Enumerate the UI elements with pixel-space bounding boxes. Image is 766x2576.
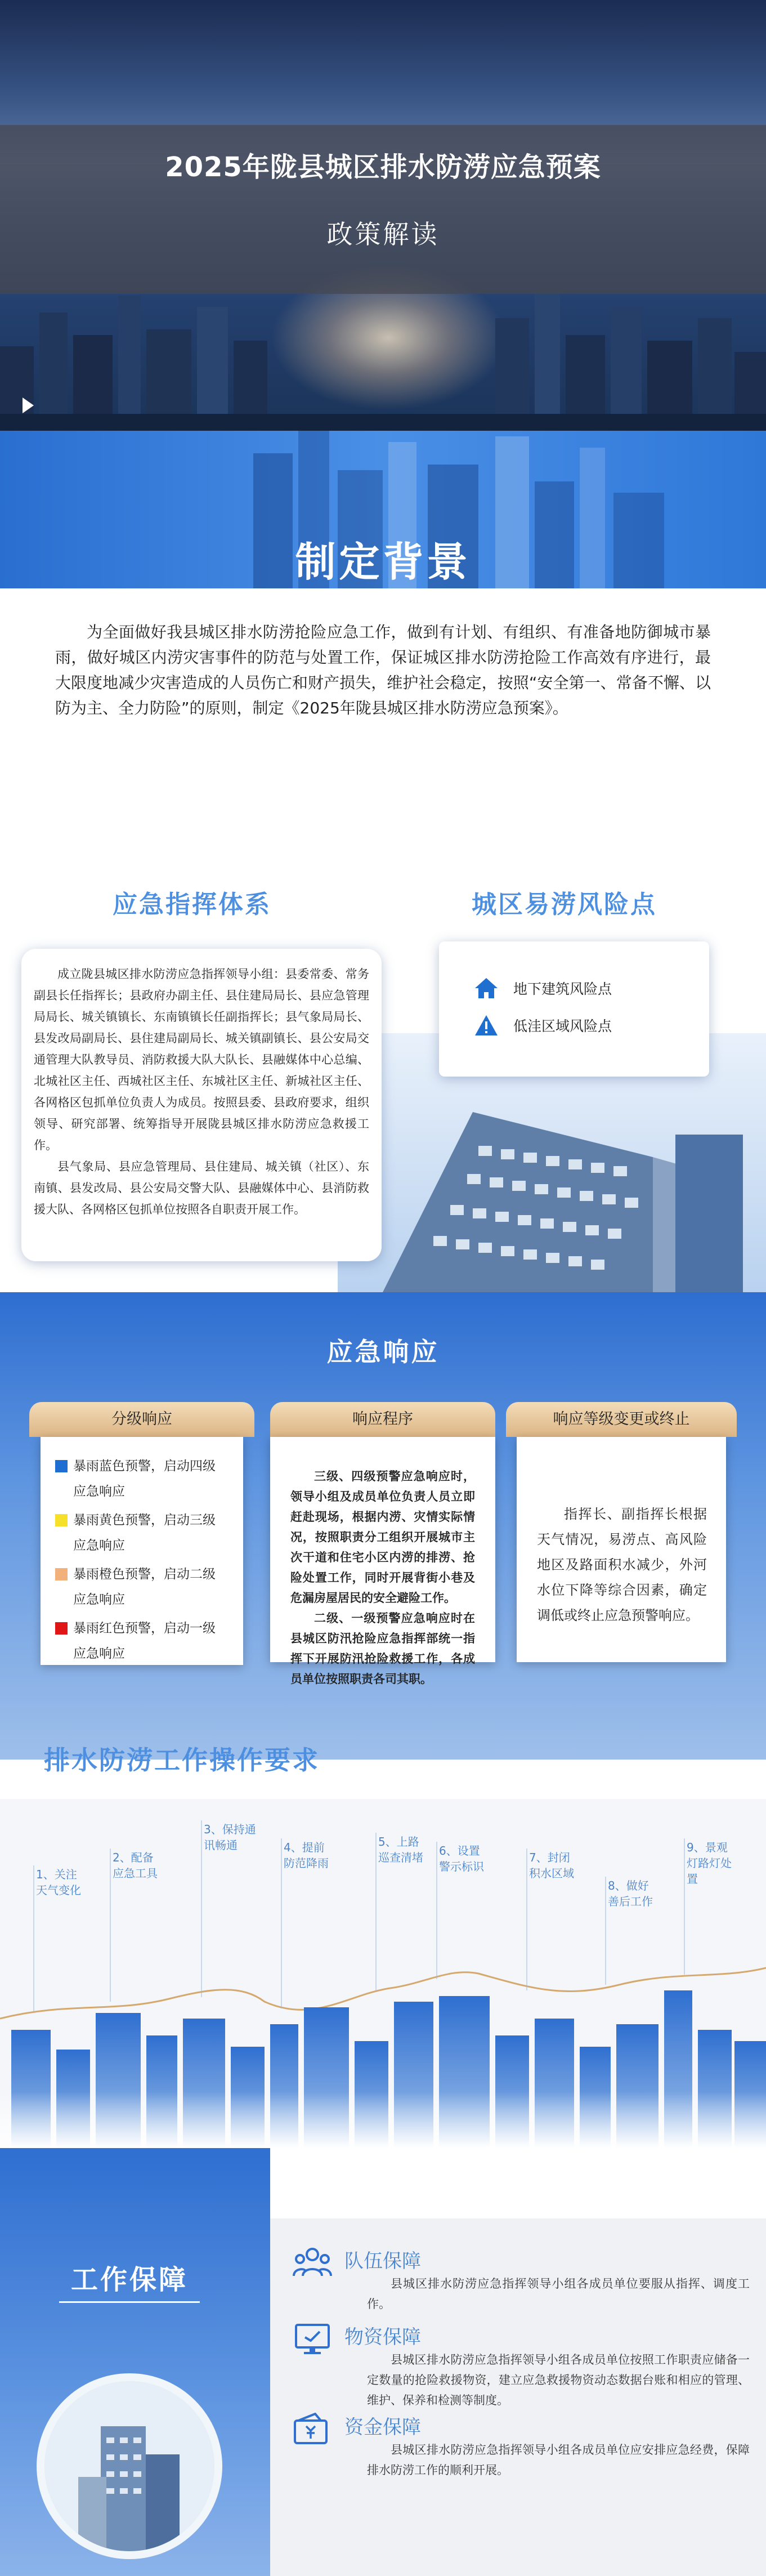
command-paragraph-2: 县气象局、县应急管理局、县住建局、城关镇（社区）、东南镇、县发改局、县公安局交警大队、县融媒体中心、县消防救援大队、各网格区包抓单位按照各自职责开展工作。 xyxy=(34,1160,369,1216)
command-heading: 应急指挥体系 xyxy=(113,890,271,919)
money-icon xyxy=(293,2413,332,2446)
team-icon xyxy=(293,2247,332,2277)
levels-list xyxy=(41,1437,243,1665)
level-text: 暴雨红色预警，启动一级应急响应 xyxy=(73,1621,216,1661)
building-circle-photo xyxy=(37,2373,222,2559)
guarantee-item-title: 物资保障 xyxy=(344,2326,421,2349)
guarantee-panel xyxy=(0,2148,270,2576)
command-paragraph-1: 成立陇县城区排水防涝应急指挥领导小组：县委常委、常务副县长任指挥长；县政府办副主任、县住建局局长、县应急管理局局长、城关镇镇长、东南镇镇长任副指挥长；县气象局局长、县发改局副局长、县住建局副局长、城关镇副镇长、县公安局交通管理大队教导员、消防救援大队大队长、县融媒体中心总编、北城社区主任、西城社区主任、东城社区主任、新城社区主任、各网格区包抓单位负责人为成员。按照县委、县政府要求，组织领导、研究部署、统筹指导开展陇县城区排水防涝应急救援工作。 xyxy=(34,967,369,1152)
level-text: 暴雨黄色预警，启动三级应急响应 xyxy=(73,1513,216,1553)
step-label: 6、设置警示标识 xyxy=(439,1844,484,1873)
background-banner xyxy=(0,431,766,588)
level-text: 暴雨橙色预警，启动二级应急响应 xyxy=(73,1567,216,1607)
risk-card xyxy=(439,941,709,1077)
play-icon[interactable] xyxy=(23,398,34,413)
risk-item-underground xyxy=(474,970,709,1007)
step-3 xyxy=(204,1821,260,1853)
procedure-text-2: 二级、一级预警应急响应时在县城区防汛抢险应急指挥部统一指挥下开展防汛抢险救援工作，各成员单位按照职责各司其职。 xyxy=(290,1611,475,1686)
level-item-blue xyxy=(55,1454,227,1504)
red-square-icon xyxy=(55,1622,68,1635)
guarantee-item-title: 队伍保障 xyxy=(344,2250,421,2273)
step-4 xyxy=(284,1840,334,1871)
step-label: 4、提前防范降雨 xyxy=(284,1841,329,1870)
guarantee-item-title: 资金保障 xyxy=(344,2416,421,2439)
orange-square-icon xyxy=(55,1568,68,1581)
response-heading: 应急响应 xyxy=(326,1337,440,1367)
step-label: 7、封闭积水区域 xyxy=(529,1851,574,1880)
yellow-square-icon xyxy=(55,1514,68,1526)
background-text: 为全面做好我县城区排水防涝抢险应急工作，做到有计划、有组织、有准备地防御城市暴雨，做好城区内涝灾害事件的防范与处置工作，保证城区排水防涝抢险工作高效有序进行，最大限度地减少灾害造成的人员伤亡和财产损失，维护社会稳定，按照“安全第一、常备不懈、以防为主、全力防险”的原则，制定《2025年陇县城区排水防涝应急预案》。 xyxy=(55,623,711,717)
home-icon xyxy=(474,977,499,999)
step-label: 2、配备应急工具 xyxy=(113,1851,158,1880)
level-item-orange xyxy=(55,1562,227,1613)
step-8 xyxy=(608,1878,659,1909)
step-7 xyxy=(529,1850,580,1881)
command-card xyxy=(21,949,382,1261)
step-2 xyxy=(113,1850,163,1881)
step-9 xyxy=(687,1840,737,1887)
step-label: 9、景观灯路灯处置 xyxy=(687,1841,732,1886)
risk-item-lowland xyxy=(474,1007,709,1044)
risk-item-label: 地下建筑风险点 xyxy=(513,981,612,997)
guarantee-item-text: 县城区排水防涝应急指挥领导小组各成员单位应安排应急经费，保障排水防涝工作的顺利开展。 xyxy=(367,2443,750,2477)
step-label: 8、做好善后工作 xyxy=(608,1879,653,1908)
heading-underline xyxy=(59,2301,200,2303)
col-head-change: 响应等级变更或终止 xyxy=(506,1402,737,1437)
operations-heading: 排水防涝工作操作要求 xyxy=(44,1745,320,1775)
level-text: 暴雨蓝色预警，启动四级应急响应 xyxy=(73,1459,216,1499)
change-box xyxy=(517,1437,726,1662)
step-6 xyxy=(439,1843,490,1874)
guarantee-heading: 工作保障 xyxy=(70,2264,188,2296)
procedure-box xyxy=(270,1437,495,1686)
guarantee-item-text: 县城区排水防涝应急指挥领导小组各成员单位要服从指挥、调度工作。 xyxy=(367,2277,750,2311)
operations-area xyxy=(0,1799,766,2148)
background-heading: 制定背景 xyxy=(295,538,471,586)
page-subtitle: 政策解读 xyxy=(326,219,440,249)
step-label: 5、上路巡查清堵 xyxy=(378,1835,423,1864)
col-head-levels: 分级响应 xyxy=(29,1402,254,1437)
step-1 xyxy=(36,1867,87,1898)
step-5 xyxy=(378,1834,429,1865)
warning-icon xyxy=(474,1014,499,1037)
level-item-yellow xyxy=(55,1508,227,1559)
hero-banner xyxy=(0,0,766,431)
step-label: 1、关注天气变化 xyxy=(36,1868,81,1897)
risk-item-label: 低洼区域风险点 xyxy=(513,1018,612,1034)
page-title: 2025年陇县城区排水防涝应急预案 xyxy=(165,151,601,183)
monitor-icon xyxy=(293,2323,332,2356)
col-head-procedure: 响应程序 xyxy=(270,1402,495,1437)
procedure-text-1: 三级、四级预警应急响应时，领导小组及成员单位负责人员立即赶赴现场，根据内涝、灾情实际情况，按照职责分工组织开展城市主次干道和住宅小区内涝的排涝、抢险处置工作，同时开展背街小巷及危漏房屋居民的安全避险工作。 xyxy=(290,1470,475,1605)
step-label: 3、保持通讯畅通 xyxy=(204,1823,256,1852)
blue-square-icon xyxy=(55,1460,68,1472)
level-item-red xyxy=(55,1616,227,1667)
guarantee-item-text: 县城区排水防涝应急指挥领导小组各成员单位按照工作职责应储备一定数量的抢险救援物资，建立应急救援物资动态数据台账和相应的管理、维护、保养和检测等制度。 xyxy=(367,2353,750,2407)
change-text: 指挥长、副指挥长根据天气情况，易涝点、高风险地区及路面积水减少，外河水位下降等综合因素，确定调低或终止应急预警响应。 xyxy=(537,1506,707,1623)
risk-heading: 城区易涝风险点 xyxy=(472,890,657,919)
